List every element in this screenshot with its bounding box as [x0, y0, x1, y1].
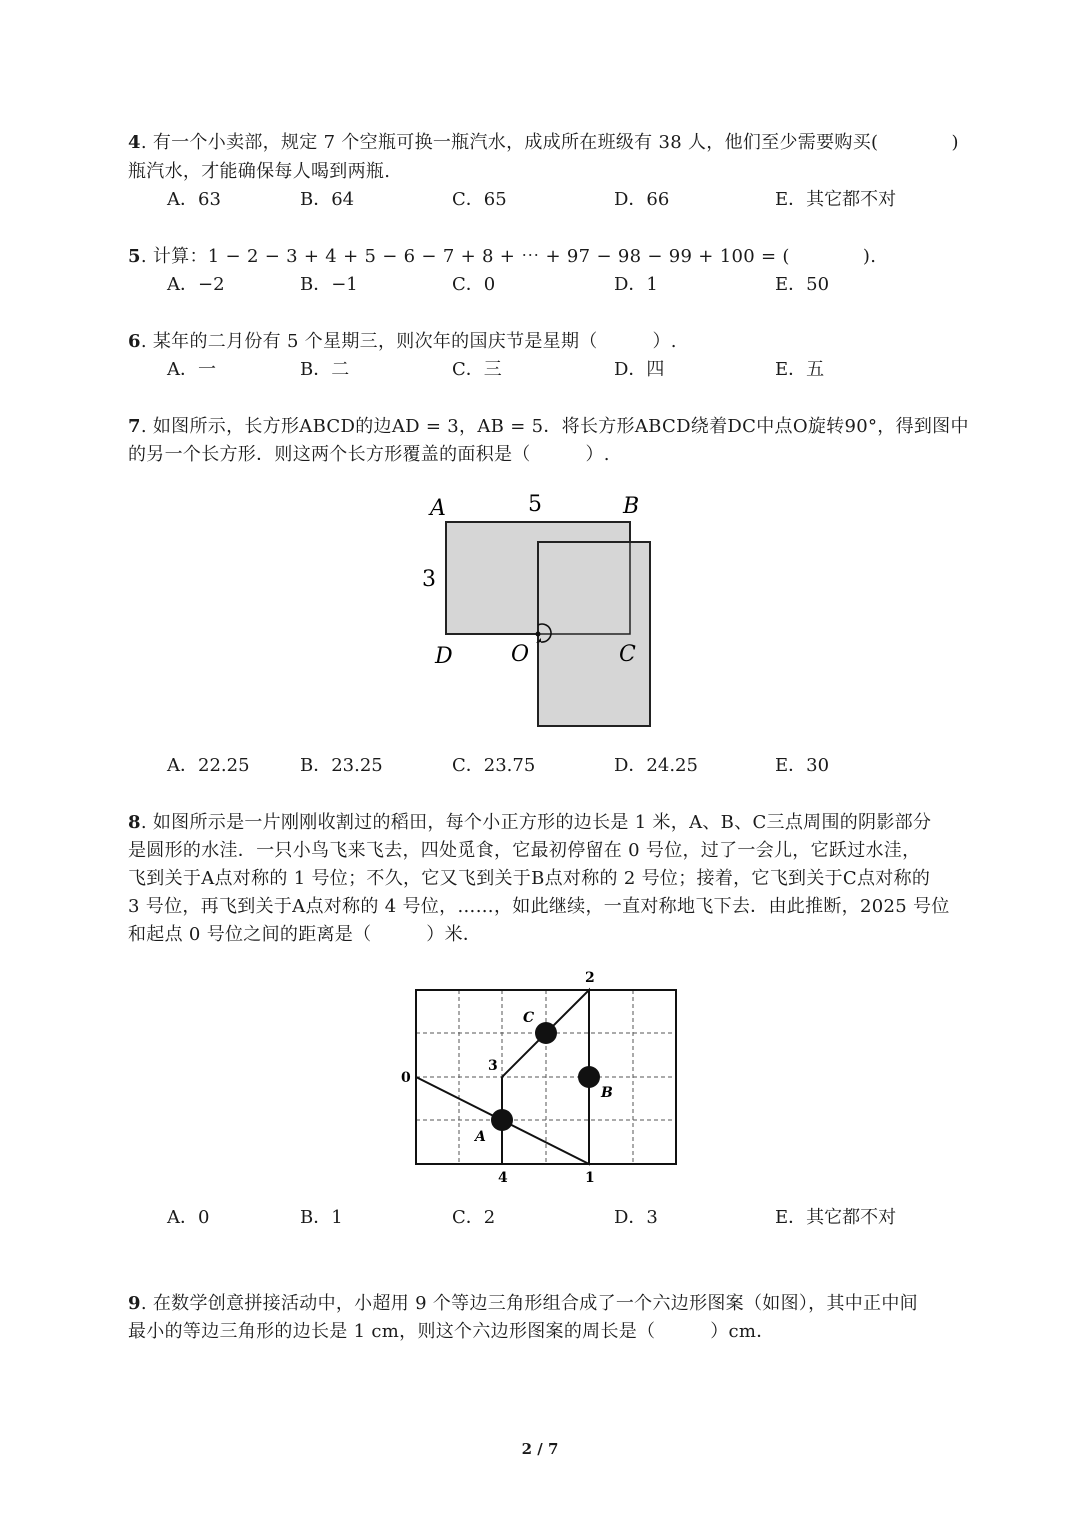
- puddle-b: [578, 1066, 600, 1088]
- q7-option-e[interactable]: E．30: [775, 755, 830, 776]
- q7-line2: 的另一个长方形．则这两个长方形覆盖的面积是（ ）.: [128, 444, 610, 465]
- q4-option-b[interactable]: B．64: [300, 189, 355, 210]
- center-point-o: [536, 632, 541, 637]
- q8-line3: 飞到关于A点对称的 1 号位；不久，它又飞到关于B点对称的 2 号位；接着，它飞到关于C点对称的: [128, 868, 931, 889]
- page-number: 2 / 7: [521, 1440, 559, 1458]
- point-b-label: B: [601, 1085, 613, 1101]
- q6-option-b[interactable]: B．二: [300, 359, 350, 380]
- q9-number: 9: [128, 1293, 141, 1314]
- q8-line4: 3 号位，再飞到关于A点对称的 4 号位，……，如此继续，一直对称地飞下去．由此推断，2025 号位: [128, 896, 950, 917]
- label-d: D: [435, 644, 453, 669]
- q7-line1: 7. 如图所示，长方形ABCD的边AD = 3，AB = 5．将长方形ABCD绕着DC中点O旋转90°，得到图中: [128, 416, 969, 437]
- q7-option-b[interactable]: B．23.25: [300, 755, 383, 776]
- q5-option-a[interactable]: A．−2: [167, 274, 225, 295]
- label-top-5: 5: [528, 492, 542, 517]
- label-a: A: [430, 496, 446, 521]
- q5-option-b[interactable]: B．−1: [300, 274, 358, 295]
- q7-option-c[interactable]: C．23.75: [452, 755, 536, 776]
- q6-option-a[interactable]: A．一: [167, 359, 216, 380]
- q5-number: 5: [128, 246, 141, 267]
- q5-option-e[interactable]: E．50: [775, 274, 830, 295]
- q6-option-e[interactable]: E．五: [775, 359, 825, 380]
- position-4-label: 4: [498, 1170, 508, 1186]
- q8-option-d[interactable]: D．3: [614, 1207, 658, 1228]
- q5-option-c[interactable]: C．0: [452, 274, 496, 295]
- q4-line1: 4. 有一个小卖部，规定 7 个空瓶可换一瓶汽水，成成所在班级有 38 人，他们至少需要购买( ): [128, 132, 959, 153]
- q8-number: 8: [128, 812, 141, 833]
- q5-option-d[interactable]: D．1: [614, 274, 658, 295]
- q4-option-e[interactable]: E．其它都不对: [775, 189, 897, 210]
- q4-line2: 瓶汽水，才能确保每人喝到两瓶.: [128, 161, 391, 182]
- q7-rectangle-figure: [410, 485, 670, 735]
- position-1-label: 1: [585, 1170, 595, 1186]
- label-o: O: [511, 642, 530, 667]
- grid-lines: [416, 990, 676, 1164]
- position-3-label: 3: [488, 1058, 498, 1074]
- q7-option-d[interactable]: D．24.25: [614, 755, 698, 776]
- position-0-label: 0: [401, 1070, 411, 1086]
- point-a-label: A: [475, 1129, 486, 1145]
- q8-line5: 和起点 0 号位之间的距离是（ ）米．: [128, 924, 482, 945]
- label-c: C: [619, 642, 636, 667]
- q7-number: 7: [128, 416, 141, 437]
- q8-option-b[interactable]: B．1: [300, 1207, 343, 1228]
- q8-option-a[interactable]: A．0: [167, 1207, 210, 1228]
- q8-line2: 是圆形的水洼．一只小鸟飞来飞去，四处觅食，它最初停留在 0 号位，过了一会儿，它跃过水洼，: [128, 840, 921, 861]
- point-c-label: C: [523, 1010, 535, 1026]
- q5-line1: 5. 计算：1 − 2 − 3 + 4 + 5 − 6 − 7 + 8 + ⋯ + 97 − 98 − 99 + 100 = ( ).: [128, 246, 877, 267]
- q8-option-c[interactable]: C．2: [452, 1207, 496, 1228]
- q6-line1: 6. 某年的二月份有 5 个星期三，则次年的国庆节是星期（ ）.: [128, 331, 677, 352]
- puddle-c: [535, 1022, 557, 1044]
- q6-option-c[interactable]: C．三: [452, 359, 502, 380]
- q4-number: 4: [128, 132, 141, 153]
- label-b: B: [623, 494, 640, 519]
- q6-option-d[interactable]: D．四: [614, 359, 665, 380]
- q7-option-a[interactable]: A．22.25: [167, 755, 250, 776]
- q6-number: 6: [128, 331, 141, 352]
- q4-option-c[interactable]: C．65: [452, 189, 507, 210]
- position-2-label: 2: [585, 970, 595, 986]
- puddle-a: [491, 1109, 513, 1131]
- q4-option-d[interactable]: D．66: [614, 189, 670, 210]
- q9-line2: 最小的等边三角形的边长是 1 cm，则这个六边形图案的周长是（ ）cm．: [128, 1321, 775, 1342]
- q9-line1: 9. 在数学创意拼接活动中，小超用 9 个等边三角形组合成了一个六边形图案（如图），其中正中间: [128, 1293, 918, 1314]
- label-side-3: 3: [422, 567, 436, 592]
- q4-option-a[interactable]: A．63: [167, 189, 221, 210]
- q8-option-e[interactable]: E．其它都不对: [775, 1207, 897, 1228]
- q8-grid-figure: [395, 965, 685, 1190]
- q8-line1: 8. 如图所示是一片刚刚收割过的稻田，每个小正方形的边长是 1 米，A、B、C三点周围的阴影部分: [128, 812, 932, 833]
